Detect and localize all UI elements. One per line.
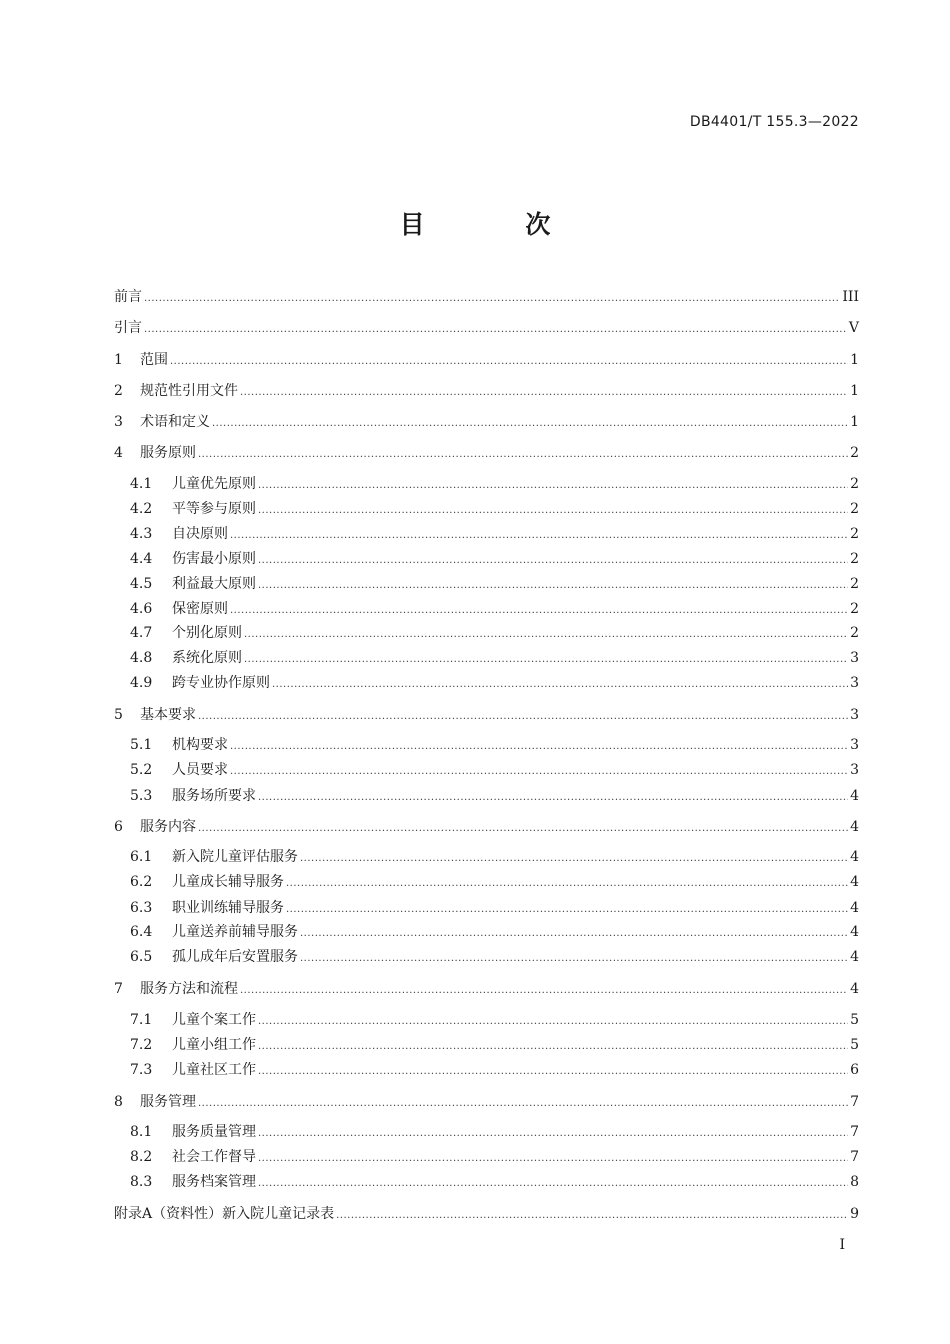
toc-entry[interactable] bbox=[130, 673, 859, 693]
toc-entry-page: 2 bbox=[850, 501, 859, 517]
toc-entry-label: 服务方法和流程 bbox=[140, 981, 238, 997]
toc-entry-number: 4.2 bbox=[130, 501, 153, 517]
toc-entry[interactable] bbox=[114, 287, 859, 307]
toc-entry-number: 4.1 bbox=[130, 476, 153, 492]
toc-entry-label: 儿童成长辅导服务 bbox=[172, 874, 284, 890]
toc-entry-number: 5.1 bbox=[130, 737, 153, 753]
toc-dot-leader bbox=[286, 900, 848, 920]
toc-entry-label: 儿童小组工作 bbox=[172, 1037, 256, 1053]
toc-entry-page: 6 bbox=[850, 1062, 859, 1078]
toc-dot-leader bbox=[170, 352, 848, 372]
toc-dot-leader bbox=[198, 1094, 848, 1114]
toc-entry[interactable] bbox=[130, 499, 859, 519]
toc-dot-leader bbox=[144, 289, 840, 309]
toc-dot-leader bbox=[258, 1174, 848, 1194]
toc-entry-page: 2 bbox=[850, 625, 859, 641]
toc-entry-label: 系统化原则 bbox=[172, 650, 242, 666]
toc-entry-label: 个别化原则 bbox=[172, 625, 242, 641]
toc-dot-leader bbox=[258, 1124, 848, 1144]
toc-entry[interactable] bbox=[130, 1010, 859, 1030]
toc-entry-page: 4 bbox=[850, 874, 859, 890]
toc-dot-leader bbox=[300, 924, 848, 944]
toc-entry-label: 新入院儿童评估服务 bbox=[172, 849, 298, 865]
toc-entry-page: 1 bbox=[850, 352, 859, 368]
toc-entry[interactable] bbox=[114, 318, 859, 338]
toc-entry-page: 4 bbox=[850, 819, 859, 835]
toc-dot-leader bbox=[244, 650, 848, 670]
toc-entry-number: 6.2 bbox=[130, 874, 153, 890]
toc-entry-number: 5.2 bbox=[130, 762, 153, 778]
toc-entry-page: 3 bbox=[850, 650, 859, 666]
toc-entry-page: 2 bbox=[850, 526, 859, 542]
toc-entry-page: 5 bbox=[850, 1012, 859, 1028]
toc-entry-page: 1 bbox=[850, 414, 859, 430]
toc-dot-leader bbox=[198, 445, 848, 465]
toc-entry-page: 2 bbox=[850, 476, 859, 492]
toc-entry-label: 孤儿成年后安置服务 bbox=[172, 949, 298, 965]
toc-dot-leader bbox=[144, 320, 847, 340]
toc-title: 目 次 bbox=[399, 210, 597, 239]
toc-entry-label: 跨专业协作原则 bbox=[172, 675, 270, 691]
toc-entry-number: 6.3 bbox=[130, 900, 153, 916]
toc-entry[interactable] bbox=[130, 648, 859, 668]
toc-entry[interactable] bbox=[130, 947, 859, 967]
toc-entry-page: 5 bbox=[850, 1037, 859, 1053]
toc-entry[interactable] bbox=[130, 1172, 859, 1192]
toc-entry-page: 8 bbox=[850, 1174, 859, 1190]
toc-entry[interactable] bbox=[130, 1060, 859, 1080]
toc-dot-leader bbox=[258, 576, 848, 596]
toc-dot-leader bbox=[300, 849, 848, 869]
toc-dot-leader bbox=[258, 551, 848, 571]
toc-entry[interactable] bbox=[130, 735, 859, 755]
toc-entry-number: 5.3 bbox=[130, 788, 153, 804]
toc-entry-number: 8.3 bbox=[130, 1174, 153, 1190]
toc-entry-label: 附录A（资料性）新入院儿童记录表 bbox=[114, 1206, 335, 1222]
toc-dot-leader bbox=[336, 1206, 848, 1226]
toc-dot-leader bbox=[258, 1149, 848, 1169]
toc-entry-page: 2 bbox=[850, 601, 859, 617]
toc-entry-number: 4.9 bbox=[130, 675, 153, 691]
toc-dot-leader bbox=[258, 788, 848, 808]
toc-entry[interactable] bbox=[130, 1122, 859, 1142]
toc-entry[interactable] bbox=[130, 922, 859, 942]
toc-dot-leader bbox=[286, 874, 848, 894]
toc-entry-page: 9 bbox=[850, 1206, 859, 1222]
toc-entry[interactable] bbox=[114, 443, 859, 463]
toc-entry-label: 规范性引用文件 bbox=[140, 383, 238, 399]
toc-entry-page: 7 bbox=[850, 1149, 859, 1165]
toc-entry-page: 4 bbox=[850, 949, 859, 965]
toc-entry-page: 4 bbox=[850, 788, 859, 804]
toc-entry-page: 3 bbox=[850, 762, 859, 778]
toc-entry-label: 术语和定义 bbox=[140, 414, 210, 430]
toc-entry-number: 7 bbox=[114, 981, 123, 997]
toc-dot-leader bbox=[244, 625, 848, 645]
toc-dot-leader bbox=[230, 601, 848, 621]
toc-entry-number: 2 bbox=[114, 383, 123, 399]
toc-entry[interactable] bbox=[130, 623, 859, 643]
toc-entry-number: 4.8 bbox=[130, 650, 153, 666]
toc-entry[interactable] bbox=[130, 549, 859, 569]
toc-entry-number: 3 bbox=[114, 414, 123, 430]
toc-entry-label: 儿童优先原则 bbox=[172, 476, 256, 492]
toc-dot-leader bbox=[258, 1012, 848, 1032]
toc-entry-page: 7 bbox=[850, 1094, 859, 1110]
toc-entry[interactable] bbox=[130, 786, 859, 806]
toc-entry-number: 7.2 bbox=[130, 1037, 153, 1053]
toc-entry[interactable] bbox=[114, 705, 859, 725]
toc-dot-leader bbox=[198, 819, 848, 839]
toc-entry-label: 自决原则 bbox=[172, 526, 228, 542]
toc-entry-number: 8.2 bbox=[130, 1149, 153, 1165]
toc-entry-label: 儿童个案工作 bbox=[172, 1012, 256, 1028]
toc-entry-number: 6.5 bbox=[130, 949, 153, 965]
toc-entry-page: V bbox=[848, 320, 859, 336]
toc-entry[interactable] bbox=[114, 1204, 859, 1224]
toc-entry-number: 4.3 bbox=[130, 526, 153, 542]
toc-entry-label: 服务内容 bbox=[140, 819, 196, 835]
toc-entry[interactable] bbox=[114, 412, 859, 432]
doc-code: DB4401/T 155.3—2022 bbox=[689, 114, 859, 130]
toc-entry-number: 4.6 bbox=[130, 601, 153, 617]
toc-entry-page: III bbox=[842, 289, 859, 305]
toc-entry[interactable] bbox=[130, 1035, 859, 1055]
toc-entry-label: 社会工作督导 bbox=[172, 1149, 256, 1165]
toc-entry-page: 2 bbox=[850, 445, 859, 461]
toc-entry-label: 人员要求 bbox=[172, 762, 228, 778]
toc-entry-number: 8 bbox=[114, 1094, 123, 1110]
toc-entry-label: 机构要求 bbox=[172, 737, 228, 753]
page-number: I bbox=[839, 1237, 845, 1253]
toc-entry-label: 服务管理 bbox=[140, 1094, 196, 1110]
toc-entry-number: 6 bbox=[114, 819, 123, 835]
toc-entry-page: 4 bbox=[850, 924, 859, 940]
toc-entry[interactable] bbox=[130, 474, 859, 494]
toc-entry-label: 平等参与原则 bbox=[172, 501, 256, 517]
toc-dot-leader bbox=[258, 476, 848, 496]
toc-entry[interactable] bbox=[130, 1147, 859, 1167]
toc-entry-number: 5 bbox=[114, 707, 123, 723]
toc-dot-leader bbox=[230, 762, 848, 782]
toc-entry-number: 4.4 bbox=[130, 551, 153, 567]
toc-entry-page: 2 bbox=[850, 551, 859, 567]
toc-entry-label: 基本要求 bbox=[140, 707, 196, 723]
toc-entry[interactable] bbox=[114, 817, 859, 837]
toc-entry-number: 7.1 bbox=[130, 1012, 153, 1028]
toc-entry-page: 3 bbox=[850, 675, 859, 691]
toc-dot-leader bbox=[258, 501, 848, 521]
toc-dot-leader bbox=[240, 383, 848, 403]
toc-entry-label: 引言 bbox=[114, 320, 142, 336]
toc-entry-number: 6.4 bbox=[130, 924, 153, 940]
toc-dot-leader bbox=[300, 949, 848, 969]
toc-dot-leader bbox=[198, 707, 848, 727]
toc-dot-leader bbox=[240, 981, 848, 1001]
toc-dot-leader bbox=[230, 737, 848, 757]
toc-entry-number: 4.7 bbox=[130, 625, 153, 641]
toc-entry-label: 范围 bbox=[140, 352, 168, 368]
toc-dot-leader bbox=[212, 414, 848, 434]
toc-entry-label: 服务原则 bbox=[140, 445, 196, 461]
toc-entry-label: 利益最大原则 bbox=[172, 576, 256, 592]
toc-entry-label: 伤害最小原则 bbox=[172, 551, 256, 567]
toc-entry-number: 8.1 bbox=[130, 1124, 153, 1140]
toc-dot-leader bbox=[258, 1062, 848, 1082]
toc-dot-leader bbox=[272, 675, 848, 695]
toc-entry-page: 3 bbox=[850, 737, 859, 753]
toc-entry-number: 6.1 bbox=[130, 849, 153, 865]
toc-entry-page: 1 bbox=[850, 383, 859, 399]
toc-entry-page: 2 bbox=[850, 576, 859, 592]
toc-entry[interactable] bbox=[130, 574, 859, 594]
toc-entry[interactable] bbox=[114, 979, 859, 999]
toc-entry-page: 4 bbox=[850, 849, 859, 865]
toc-entry[interactable] bbox=[114, 350, 859, 370]
toc-entry-page: 4 bbox=[850, 981, 859, 997]
toc-entry[interactable] bbox=[114, 381, 859, 401]
toc-entry-number: 1 bbox=[114, 352, 123, 368]
toc-entry-label: 服务质量管理 bbox=[172, 1124, 256, 1140]
toc-entry[interactable] bbox=[130, 599, 859, 619]
toc-entry-page: 4 bbox=[850, 900, 859, 916]
toc-entry-label: 儿童送养前辅导服务 bbox=[172, 924, 298, 940]
toc-entry[interactable] bbox=[130, 524, 859, 544]
toc-entry-number: 4 bbox=[114, 445, 123, 461]
toc-entry-label: 保密原则 bbox=[172, 601, 228, 617]
toc-entry-number: 4.5 bbox=[130, 576, 153, 592]
toc-entry[interactable] bbox=[130, 847, 859, 867]
toc-entry-label: 职业训练辅导服务 bbox=[172, 900, 284, 916]
toc-entry-label: 服务档案管理 bbox=[172, 1174, 256, 1190]
toc-entry-page: 7 bbox=[850, 1124, 859, 1140]
toc-entry-label: 儿童社区工作 bbox=[172, 1062, 256, 1078]
toc-entry-label: 服务场所要求 bbox=[172, 788, 256, 804]
toc-entry[interactable] bbox=[130, 872, 859, 892]
toc-entry-label: 前言 bbox=[114, 289, 142, 305]
toc-entry[interactable] bbox=[130, 898, 859, 918]
toc-dot-leader bbox=[230, 526, 848, 546]
toc-dot-leader bbox=[258, 1037, 848, 1057]
toc-entry[interactable] bbox=[130, 760, 859, 780]
toc-entry-page: 3 bbox=[850, 707, 859, 723]
toc-entry-number: 7.3 bbox=[130, 1062, 153, 1078]
toc-entry[interactable] bbox=[114, 1092, 859, 1112]
